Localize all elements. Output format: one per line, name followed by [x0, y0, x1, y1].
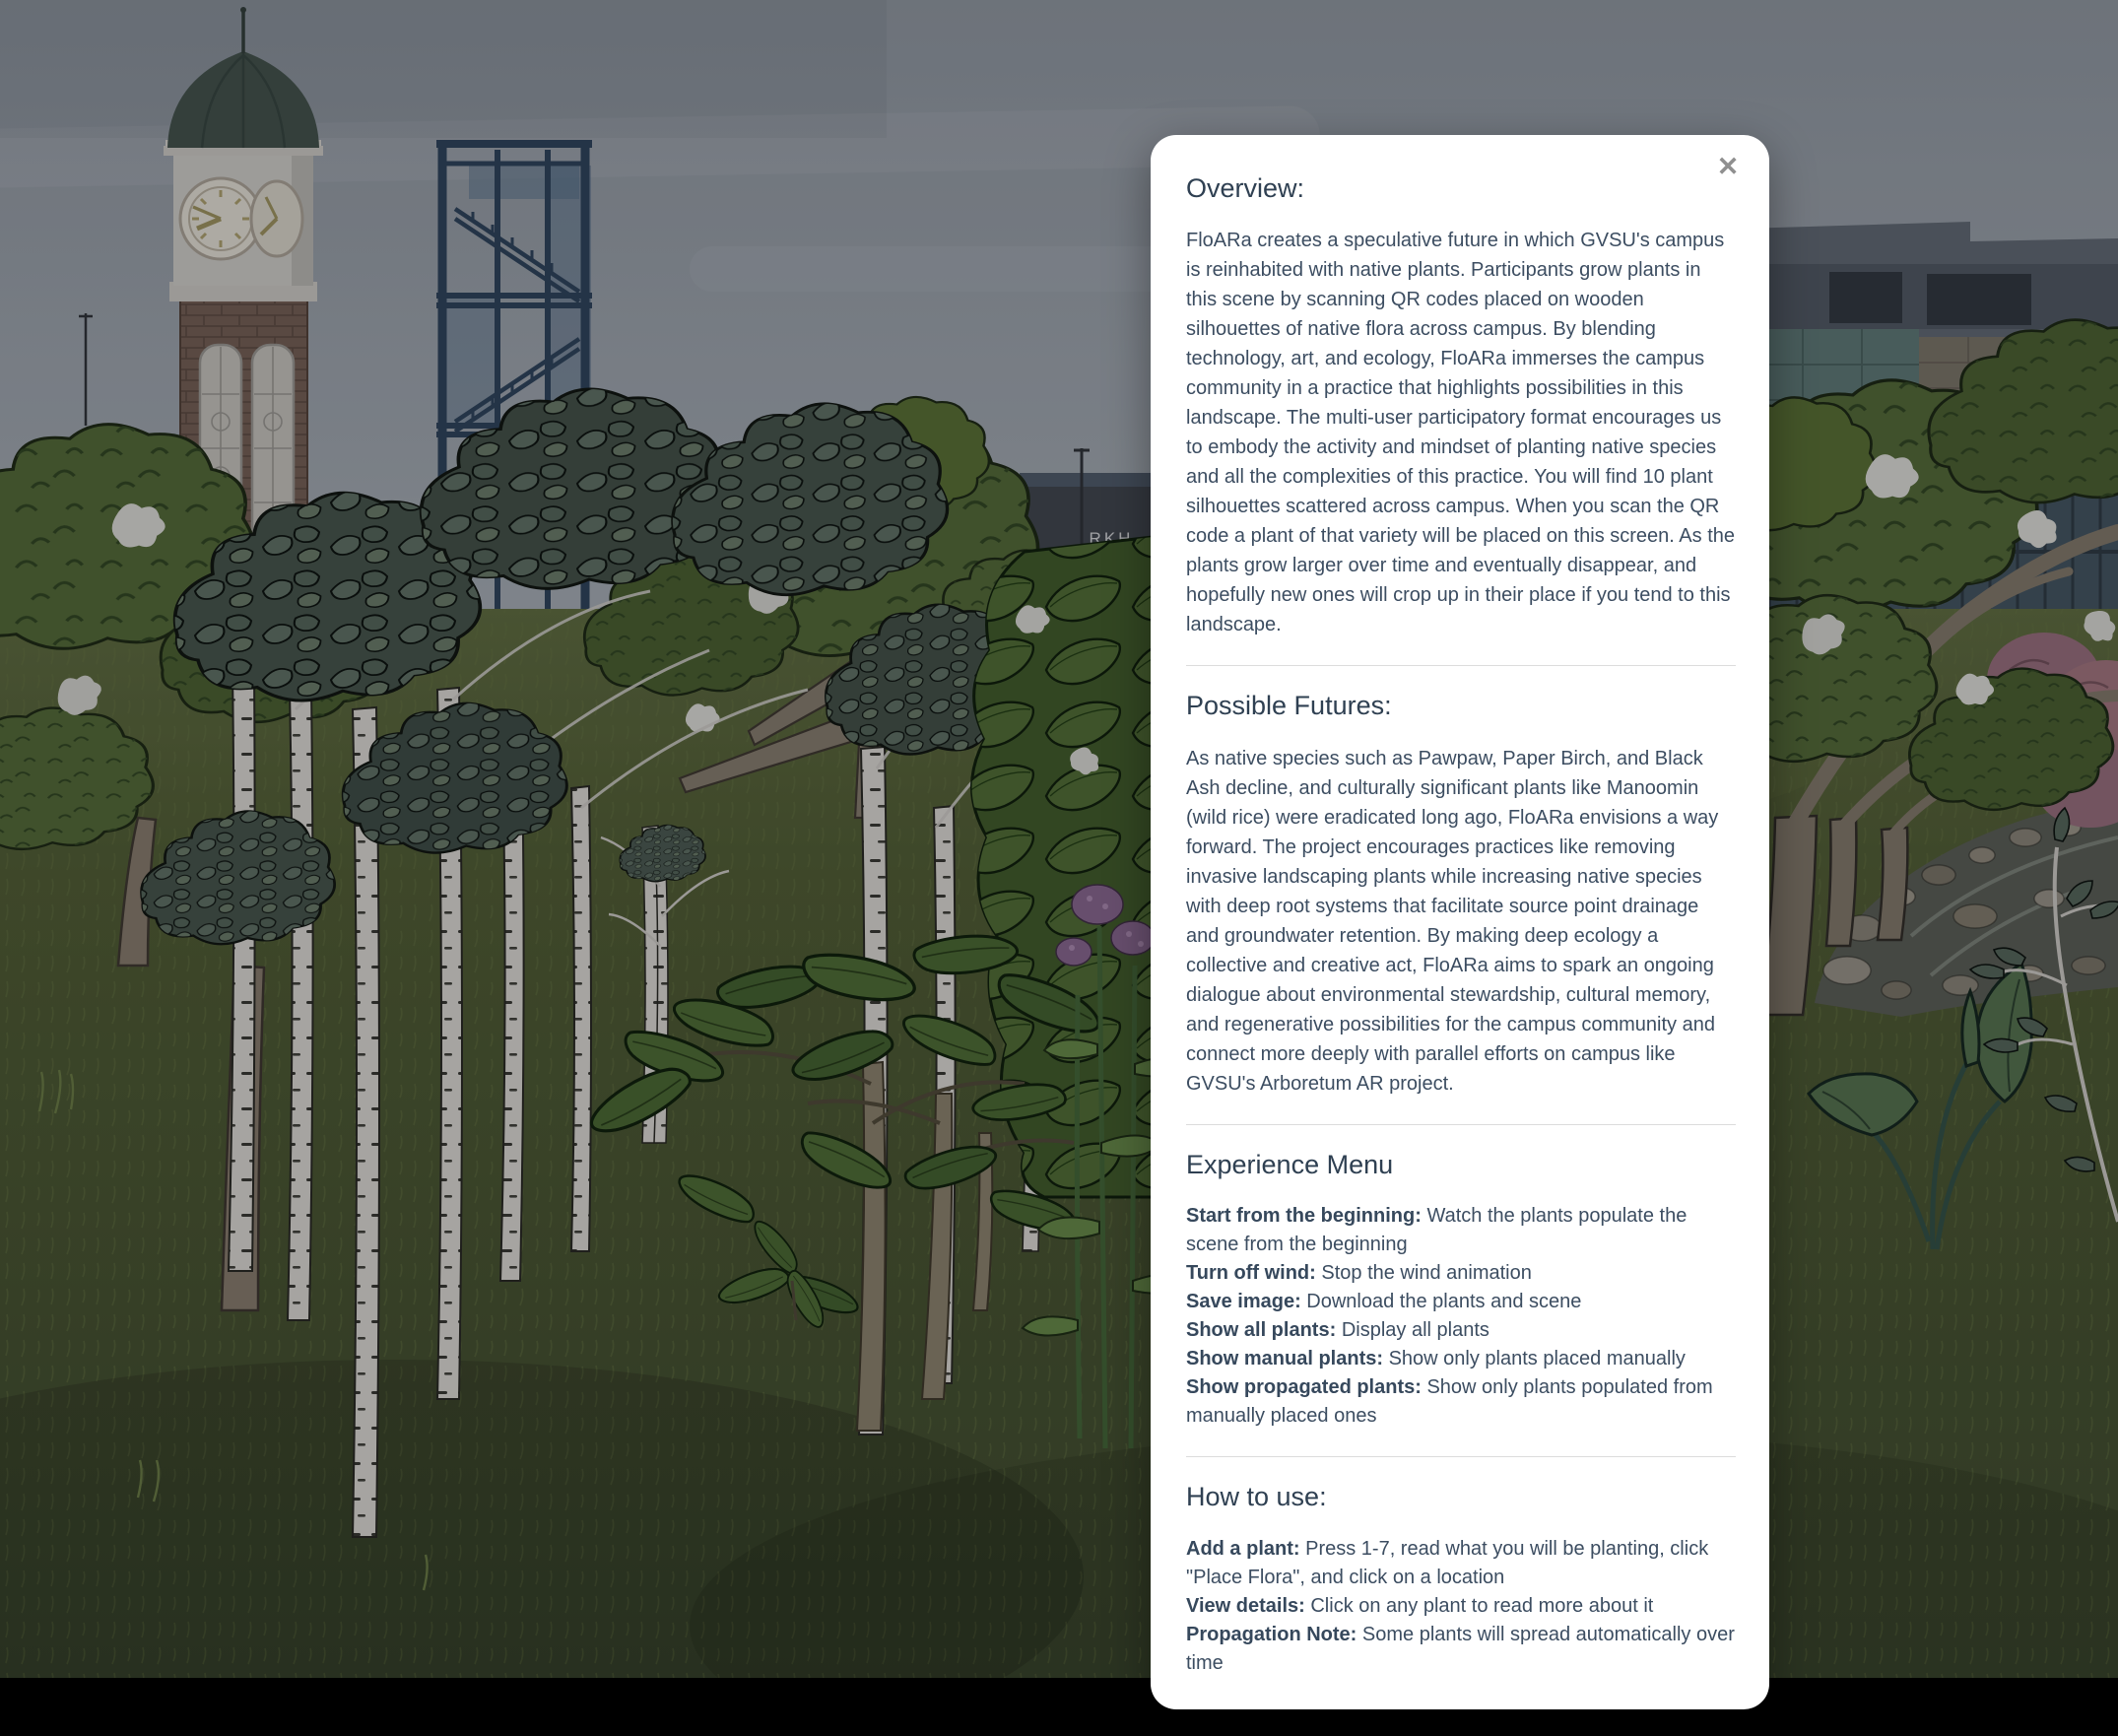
info-modal [1151, 135, 1769, 1709]
section-divider [1186, 1124, 1736, 1125]
menu-item-save-image: Save image: Download the plants and scene [1186, 1291, 1582, 1313]
howto-item-view-details: View details: Click on any plant to read more about it [1186, 1594, 1654, 1617]
menu-item-show-all: Show all plants: Display all plants [1186, 1319, 1489, 1342]
menu-item-show-manual: Show manual plants: Show only plants placed manually [1186, 1348, 1686, 1370]
overview-heading: Overview: [1186, 173, 1305, 203]
overview-section [1186, 172, 1736, 639]
possible-futures-heading: Possible Futures: [1186, 691, 1392, 721]
overview-body: FloARa creates a speculative future in which GVSU's campus is reinhabited with native plants. Participants grow plants in this scene by scanning QR codes placed on wooden silhouettes of native flora across campus. By blending technology, art, and ecology, FloARa immerses the campus community in a practice that highlights possibilities in this landscape. The multi-user participatory format encourages us to embody the activity and mindset of planting native species and all the complexities of this practice. You will find 10 plant silhouettes scattered across campus. When you scan the QR code a plant of that variety will be placed on this screen. As the plants grow larger over time and eventually disappear, and hopefully new ones will crop up in their place if you tend to this landscape. [1186, 230, 1735, 636]
possible-futures-section [1186, 690, 1736, 1098]
letterbox-bar [0, 1678, 2118, 1736]
close-icon[interactable]: ✕ [1710, 149, 1746, 184]
possible-futures-body: As native species such as Pawpaw, Paper Birch, and Black Ash decline, and culturally significant plants like Manoomin (wild rice) were eradicated long ago, FloARa envisions a way forward. The project encourages practices like removing invasive landscaping plants while increasing native species with deep root systems that facilitate source point drainage and groundwater retention. By making deep ecology a collective and creative act, FloARa aims to spark an ongoing dialogue about environmental stewardship, cultural memory, and regenerative possibilities for the campus community and connect more deeply with parallel efforts on campus like GVSU's Arboretum AR project. [1186, 747, 1719, 1095]
experience-menu-section [1186, 1149, 1736, 1431]
howto-item-propagation-note: Propagation Note: Some plants will spread automatically over time [1186, 1623, 1735, 1674]
how-to-use-heading: How to use: [1186, 1482, 1327, 1512]
how-to-use-section [1186, 1481, 1736, 1677]
section-divider [1186, 665, 1736, 666]
section-divider [1186, 1456, 1736, 1457]
menu-item-start: Start from the beginning: Watch the plants populate the scene from the beginning [1186, 1205, 1688, 1256]
howto-item-add-plant: Add a plant: Press 1-7, read what you will be planting, click "Place Flora", and click on a location [1186, 1537, 1709, 1588]
menu-item-show-propagated: Show propagated plants: Show only plants populated from manually placed ones [1186, 1376, 1713, 1428]
experience-menu-heading: Experience Menu [1186, 1149, 1394, 1179]
menu-item-wind: Turn off wind: Stop the wind animation [1186, 1262, 1532, 1285]
